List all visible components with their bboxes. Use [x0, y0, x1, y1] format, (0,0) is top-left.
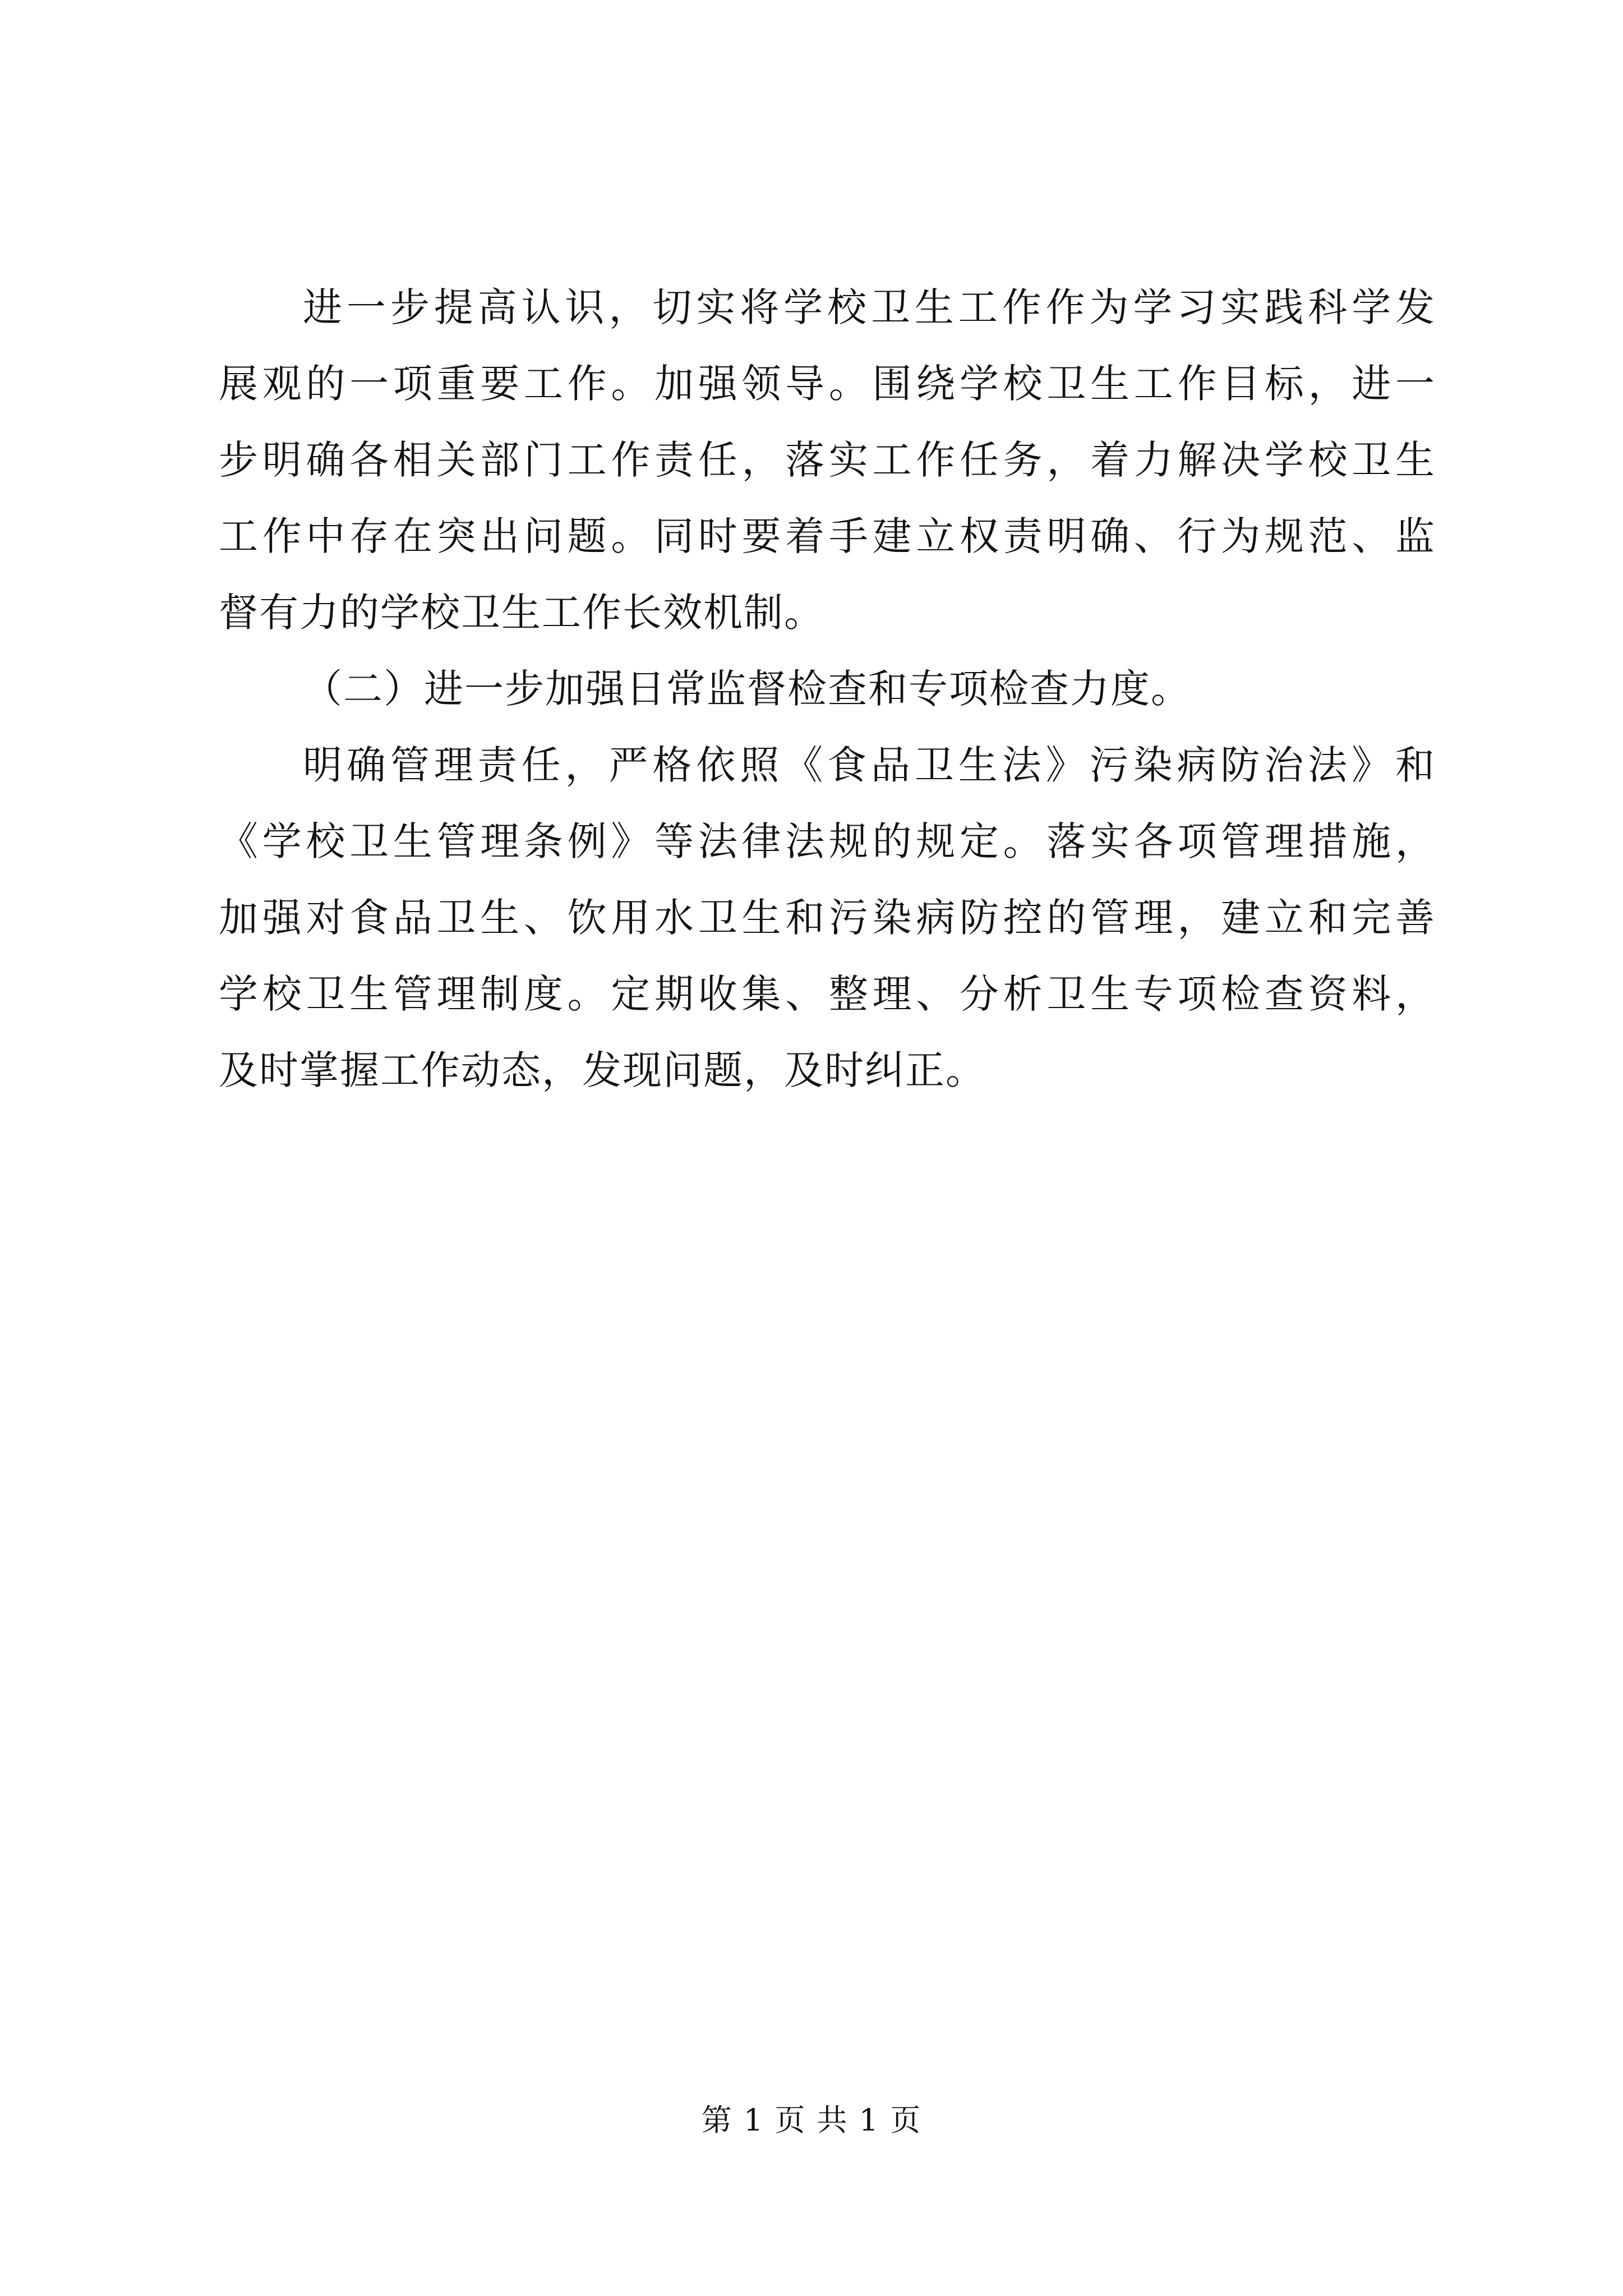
- text-line: 明确管理责任，严格依照《食品卫生法》污染病防治法》和: [303, 742, 1436, 788]
- paragraph-2: [219, 727, 1436, 1108]
- paragraph-1: [219, 269, 1436, 651]
- text-line: 进一步提高认识，切实将学校卫生工作作为学习实践科学发: [303, 284, 1436, 330]
- page-footer: 第 1 页 共 1 页: [701, 2102, 922, 2138]
- text-line: 《学校卫生管理条例》等法律法规的规定。落实各项管理措施，: [219, 818, 1436, 864]
- text-line: 学校卫生管理制度。定期收集、整理、分析卫生专项检查资料，: [219, 971, 1436, 1017]
- document-body: [219, 269, 1436, 1108]
- text-line: 加强对食品卫生、饮用水卫生和污染病防控的管理，建立和完善: [219, 895, 1436, 941]
- text-line: 工作中存在突出问题。同时要着手建立权责明确、行为规范、监: [219, 513, 1436, 559]
- text-line: （二）进一步加强日常监督检查和专项检查力度。: [303, 666, 1191, 712]
- text-line: 步明确各相关部门工作责任，落实工作任务，着力解决学校卫生: [219, 437, 1436, 483]
- text-line: 及时掌握工作动态，发现问题，及时纠正。: [219, 1047, 986, 1093]
- text-line: 督有力的学校卫生工作长效机制。: [219, 590, 824, 636]
- text-line: 展观的一项重要工作。加强领导。围绕学校卫生工作目标，进一: [219, 361, 1436, 407]
- section-heading: [219, 651, 1436, 727]
